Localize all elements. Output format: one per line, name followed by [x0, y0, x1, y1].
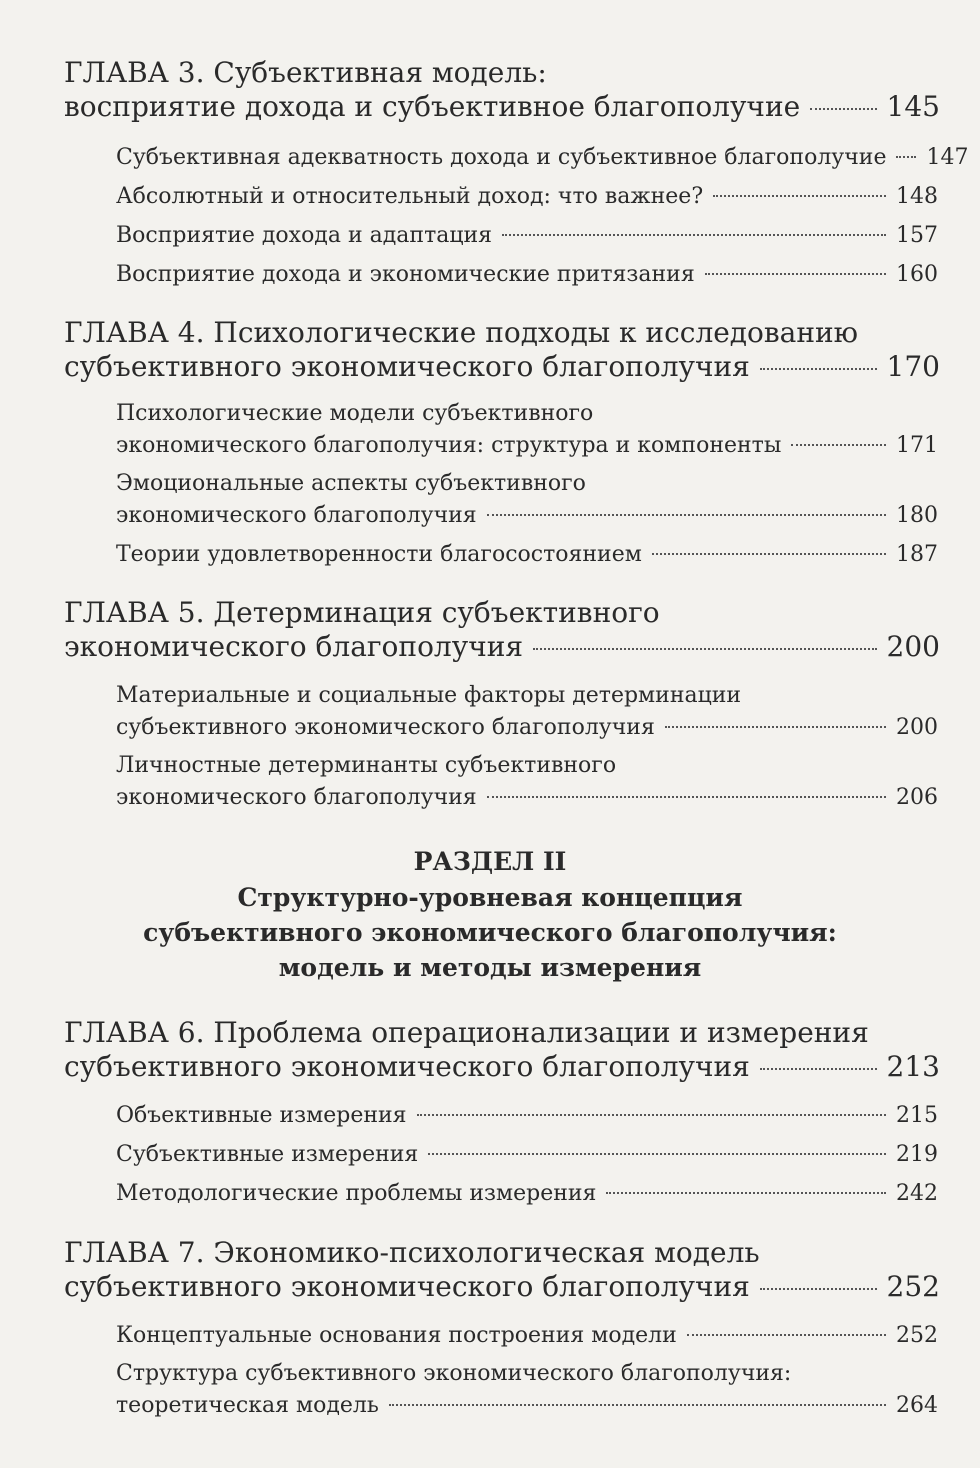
chapter-title-line1: ГЛАВА 5. Детерминация субъективного [64, 596, 660, 629]
dot-leader [417, 1114, 886, 1116]
subentry-title: субъективного экономического благополучия [116, 715, 655, 740]
chapter-7-entry[interactable] [64, 1236, 940, 1304]
dot-leader [665, 726, 886, 728]
page-number: 252 [886, 1270, 940, 1303]
dot-leader [760, 1068, 877, 1070]
page-number: 252 [896, 1323, 938, 1348]
dot-leader [760, 1288, 877, 1290]
section-title-line1: Структурно-уровневая концепция [237, 883, 743, 912]
chapter-title-line1: ГЛАВА 7. Экономико-психологическая модель [64, 1236, 760, 1269]
toc-subentry[interactable] [116, 142, 969, 174]
subentry-title: Абсолютный и относительный доход: что важнее? [116, 184, 704, 209]
toc-subentry[interactable] [116, 1139, 938, 1171]
dot-leader [487, 514, 886, 516]
subentry-title: Восприятие дохода и экономические притязания [116, 262, 695, 287]
subentry-title: теоретическая модель [116, 1393, 379, 1418]
toc-subentry[interactable] [116, 468, 938, 532]
subentry-title: Концептуальные основания построения модели [116, 1323, 677, 1348]
chapter-6-entry[interactable] [64, 1016, 940, 1084]
subentry-title: Объективные измерения [116, 1103, 407, 1128]
page-number: 147 [926, 145, 969, 170]
chapter-4-entry[interactable] [64, 316, 940, 384]
toc-subentry[interactable] [116, 398, 938, 462]
toc-subentry[interactable] [116, 539, 938, 571]
dot-leader [791, 444, 886, 446]
toc-subentry[interactable] [116, 1178, 938, 1210]
dot-leader [687, 1334, 886, 1336]
toc-subentry[interactable] [116, 1320, 938, 1352]
toc-subentry[interactable] [116, 259, 938, 291]
dot-leader [428, 1153, 886, 1155]
section-number: РАЗДЕЛ II [413, 847, 567, 876]
dot-leader [389, 1404, 886, 1406]
page-number: 206 [896, 785, 938, 810]
page-number: 148 [896, 184, 938, 209]
page-number: 187 [896, 542, 938, 567]
chapter-title-line1: ГЛАВА 3. Субъективная модель: [64, 56, 547, 89]
subentry-title: Восприятие дохода и адаптация [116, 223, 493, 248]
page-number: 215 [896, 1103, 938, 1128]
page-number: 171 [896, 433, 938, 458]
section-title-line3: модель и методы измерения [278, 953, 702, 982]
subentry-title: Теории удовлетворенности благосостоянием [116, 542, 642, 567]
page-number: 170 [886, 350, 940, 383]
subentry-title-line1: Эмоциональные аспекты субъективного [116, 471, 586, 496]
chapter-title-line1: ГЛАВА 6. Проблема операционализации и измерения [64, 1016, 869, 1049]
subentry-title: экономического благополучия [116, 785, 477, 810]
page-number: 157 [896, 223, 938, 248]
chapter-title-line2: экономического благополучия [64, 630, 524, 663]
page-number: 264 [896, 1393, 938, 1418]
page-number: 213 [886, 1050, 940, 1083]
chapter-title-line1: ГЛАВА 4. Психологические подходы к исследованию [64, 316, 859, 349]
dot-leader [606, 1192, 886, 1194]
toc-subentry[interactable] [116, 680, 938, 744]
subentry-title-line1: Материальные и социальные факторы детерминации [116, 683, 742, 708]
chapter-5-entry[interactable] [64, 596, 940, 664]
chapter-title-line2: восприятие дохода и субъективное благополучие [64, 90, 801, 123]
page-number: 145 [886, 90, 940, 123]
dot-leader [652, 553, 886, 555]
chapter-title-line2: субъективного экономического благополучия [64, 350, 750, 383]
toc-subentry[interactable] [116, 1358, 938, 1422]
dot-leader [760, 368, 877, 370]
toc-subentry[interactable] [116, 750, 938, 814]
dot-leader [896, 156, 916, 158]
dot-leader [533, 648, 877, 650]
dot-leader [705, 273, 886, 275]
subentry-title: экономического благополучия: структура и компоненты [116, 433, 782, 458]
dot-leader [810, 108, 876, 110]
chapter-3-entry[interactable] [64, 56, 940, 124]
page-number: 180 [896, 503, 938, 528]
dot-leader [502, 234, 886, 236]
page-number: 160 [896, 262, 938, 287]
toc-subentry[interactable] [116, 220, 938, 252]
subentry-title: Субъективная адекватность дохода и субъективное благополучие [116, 145, 887, 170]
section-title-line2: субъективного экономического благополучия: [143, 918, 837, 947]
chapter-title-line2: субъективного экономического благополучия [64, 1050, 750, 1083]
subentry-title: Методологические проблемы измерения [116, 1181, 597, 1206]
chapter-title-line2: субъективного экономического благополучия [64, 1270, 750, 1303]
toc-subentry[interactable] [116, 181, 938, 213]
page-number: 200 [896, 715, 938, 740]
subentry-title: Субъективные измерения [116, 1142, 419, 1167]
subentry-title-line1: Структура субъективного экономического благополучия: [116, 1361, 792, 1386]
subentry-title-line1: Психологические модели субъективного [116, 401, 594, 426]
subentry-title: экономического благополучия [116, 503, 477, 528]
toc-subentry[interactable] [116, 1100, 938, 1132]
page-number: 242 [896, 1181, 938, 1206]
subentry-title-line1: Личностные детерминанты субъективного [116, 753, 617, 778]
dot-leader [713, 195, 886, 197]
page-number: 219 [896, 1142, 938, 1167]
page-number: 200 [886, 630, 940, 663]
dot-leader [487, 796, 886, 798]
